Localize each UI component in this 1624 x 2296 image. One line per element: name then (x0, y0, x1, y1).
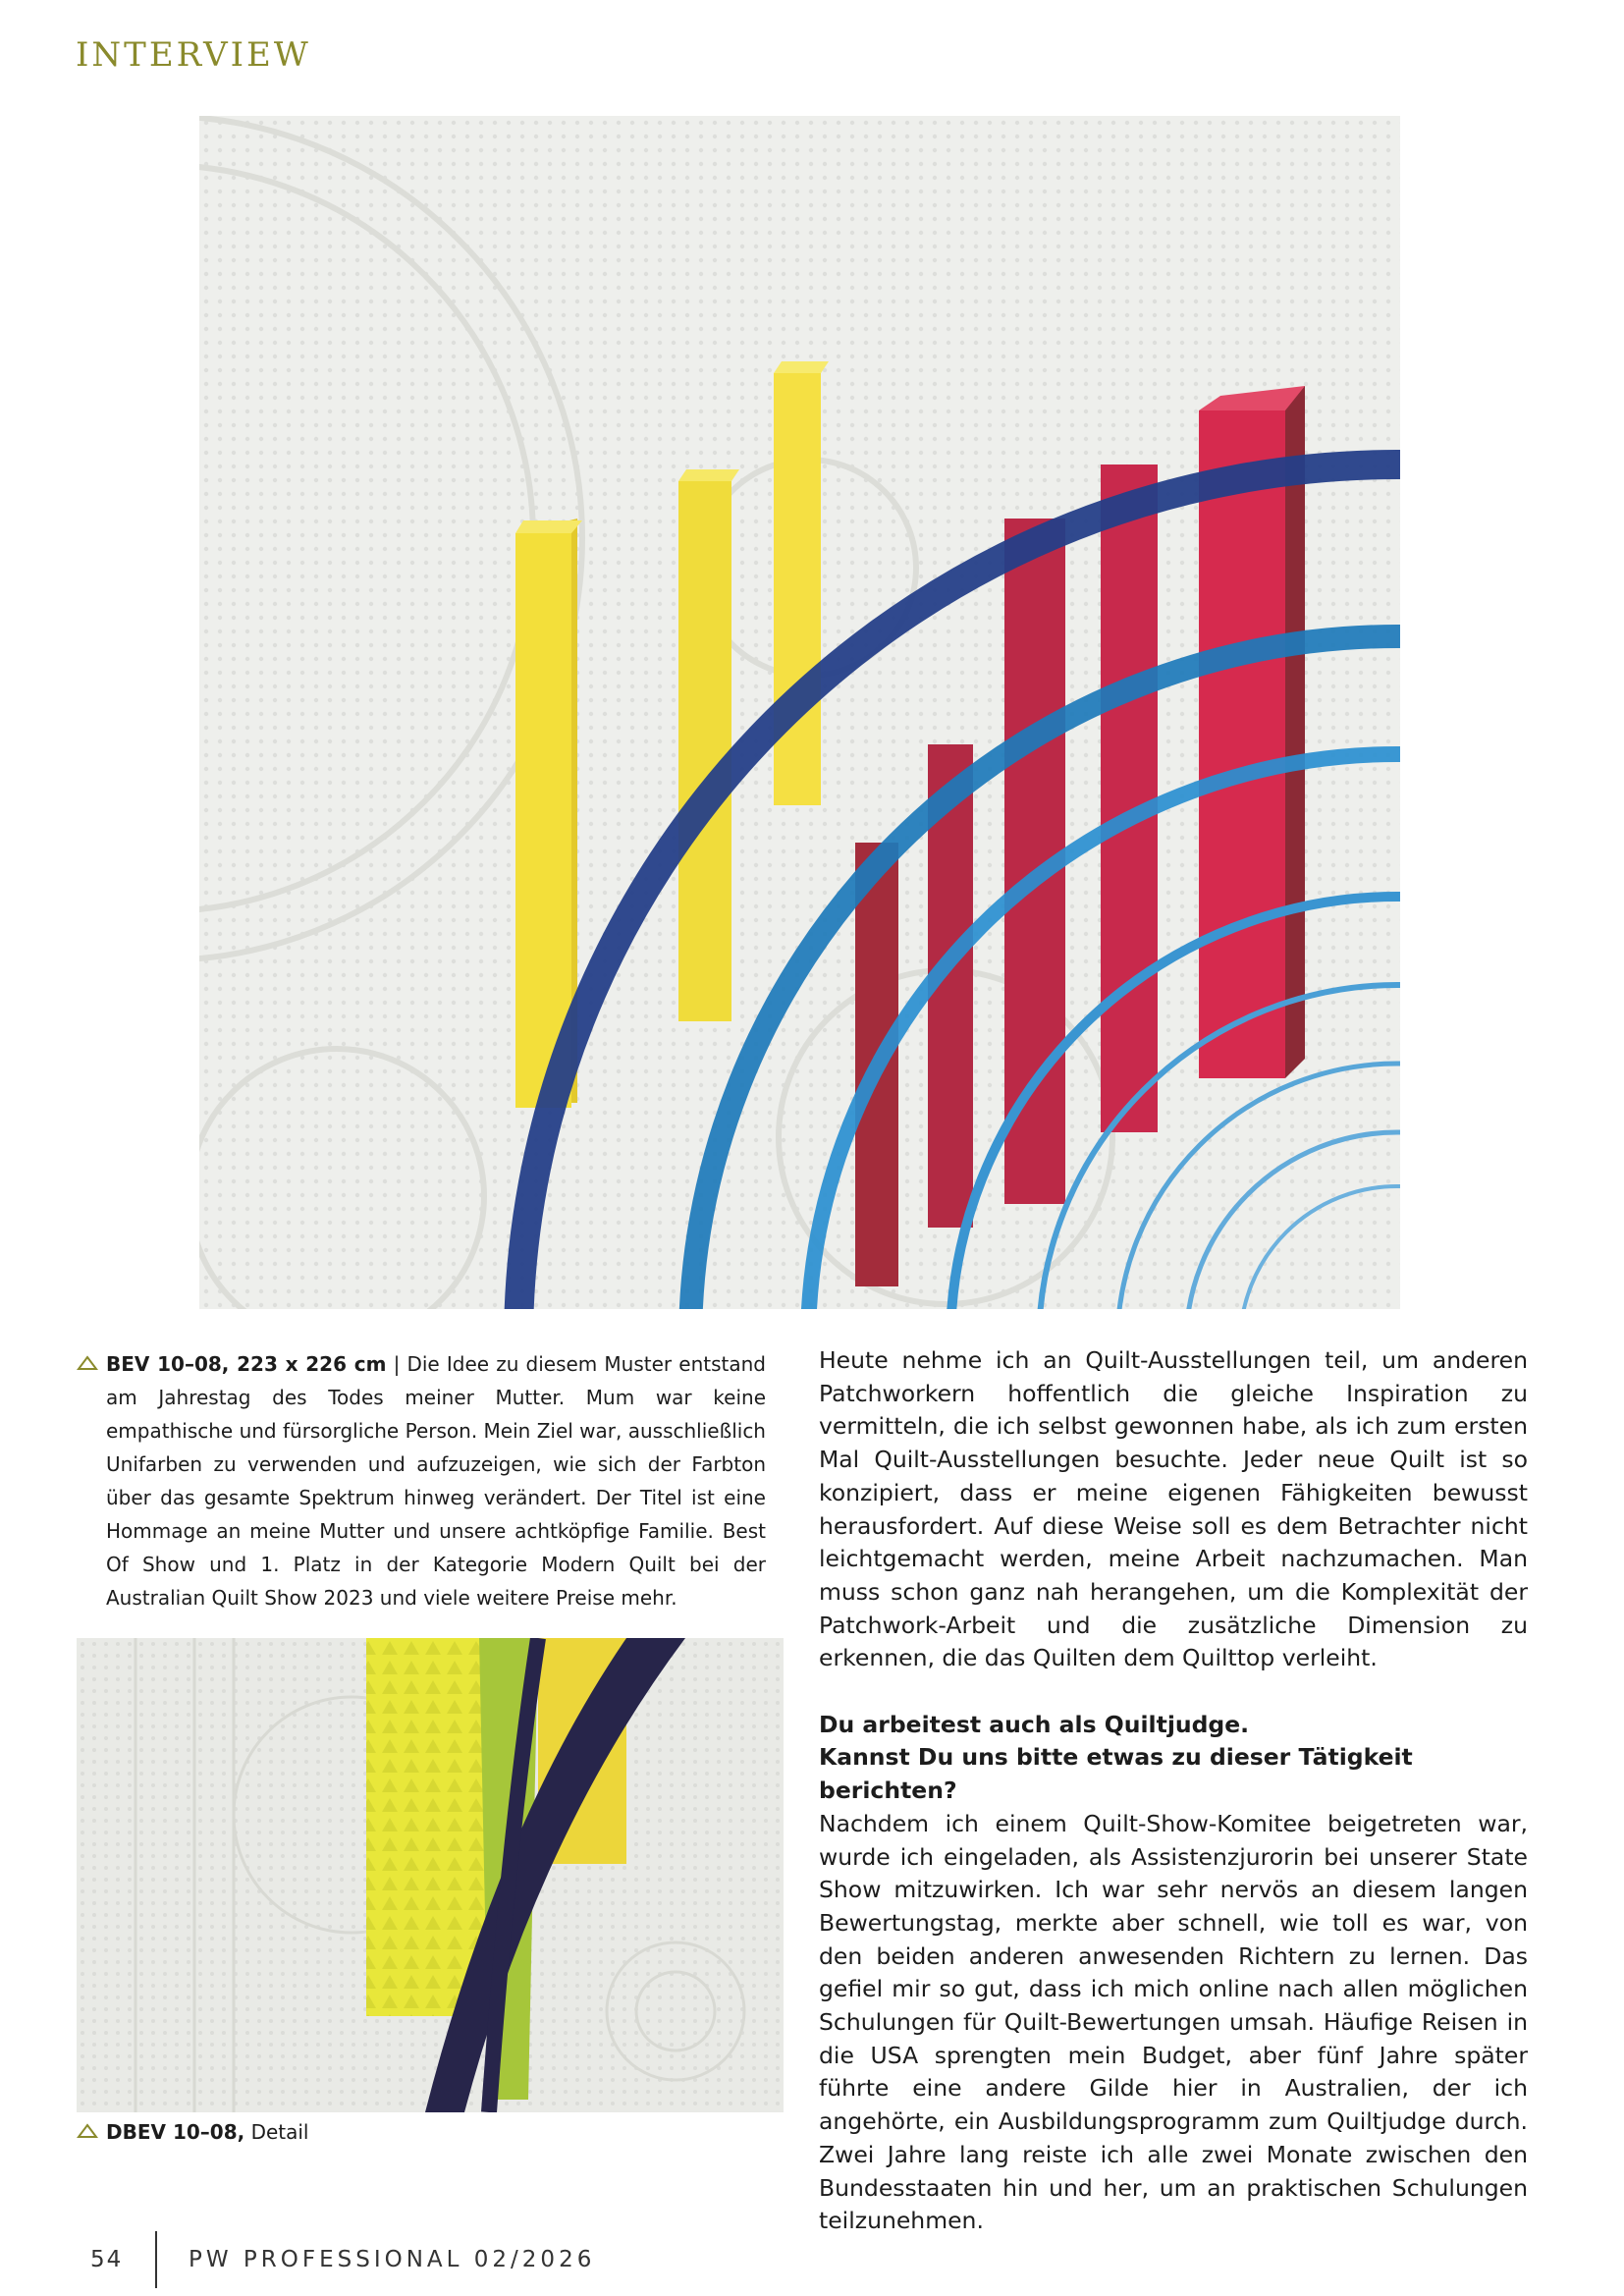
article-paragraph-2: Nachdem ich einem Quilt-Show-Komitee beigetreten war, wurde ich eingeladen, als Assistenzjurorin bei unserer State Show mitzuwirken. Ich war sehr nervös an diesem langen Bewertungstag, merkte aber schnell, wie toll es war, von den beiden anderen anwesenden Richtern zu lernen. Das gefiel mir so gut, dass ich mich online nach allen möglichen Schulungen für Quilt-Bewertungen umsah. Häufige Reisen in die USA sprengten mein Budget, aber fünf Jahre später führte eine andere Gilde hier in Australien, der ich angehörte, ein Ausbildungsprogramm zum Quiltjudge durch. Zwei Jahre lang reiste ich alle zwei Monate zwischen den Bundesstaaten hin und her, um an praktischen Schulungen teilzunehmen. (819, 1809, 1528, 2235)
article-body (819, 1344, 1528, 2238)
caption-main-text: Die Idee zu diesem Muster entstand am Jahrestag des Todes meiner Mutter. Mum war keine empathische und fürsorgliche Person. Mein Ziel war, ausschließlich Unifarben zu verwenden und aufzuzeigen, wie sich der Farbton über das gesamte Spektrum hinweg verändert. Der Titel ist eine Hommage an meine Mutter und unsere achtköpfige Familie. Best Of Show und 1. Platz in der Kategorie Modern Quilt bei der Australian Quilt Show 2023 und viele weitere Preise mehr. (106, 1352, 766, 1610)
caption-main (106, 1347, 766, 1614)
caption-main-code: BEV 10–08, 223 x 226 cm (106, 1352, 387, 1376)
question-line-1: Du arbeitest auch als Quiltjudge. (819, 1710, 1250, 1738)
section-title: INTERVIEW (76, 35, 311, 75)
caption-separator: | (386, 1352, 407, 1376)
triangle-up-icon-detail (77, 2123, 98, 2139)
caption-detail-text: Detail (244, 2120, 309, 2144)
question-line-2: Kannst Du uns bitte etwas zu dieser Tätigkeit berichten? (819, 1743, 1413, 1805)
caption-detail-code: DBEV 10–08, (106, 2120, 245, 2144)
caption-detail (106, 2115, 309, 2149)
article-paragraph-1: Heute nehme ich an Quilt-Ausstellungen teil, um anderen Patchworkern hoffentlich die gleiche Inspiration zu vermitteln, die ich selbst gewonnen habe, als ich zum ersten Mal Quilt-Ausstellungen besuchte. Jeder neue Quilt ist so konzipiert, dass er meine eigenen Fähigkeiten bewusst herausfordert. Auf diese Weise soll es dem Betrachter nicht leichtgemacht werden, meine Arbeit nachzumachen. Man muss schon ganz nah herangehen, um die Komplexität der Patchwork-Arbeit und die zusätzliche Dimension zu erkennen, die das Quilten dem Quilttop verleiht. (819, 1346, 1528, 1672)
magazine-title: PW PROFESSIONAL 02/2026 (189, 2247, 596, 2272)
quilt-image-main (199, 116, 1400, 1309)
footer-divider (155, 2231, 157, 2288)
triangle-up-icon (77, 1355, 98, 1371)
article-question (819, 1709, 1528, 2238)
page-number: 54 (90, 2247, 124, 2272)
quilt-image-detail (77, 1638, 784, 2112)
